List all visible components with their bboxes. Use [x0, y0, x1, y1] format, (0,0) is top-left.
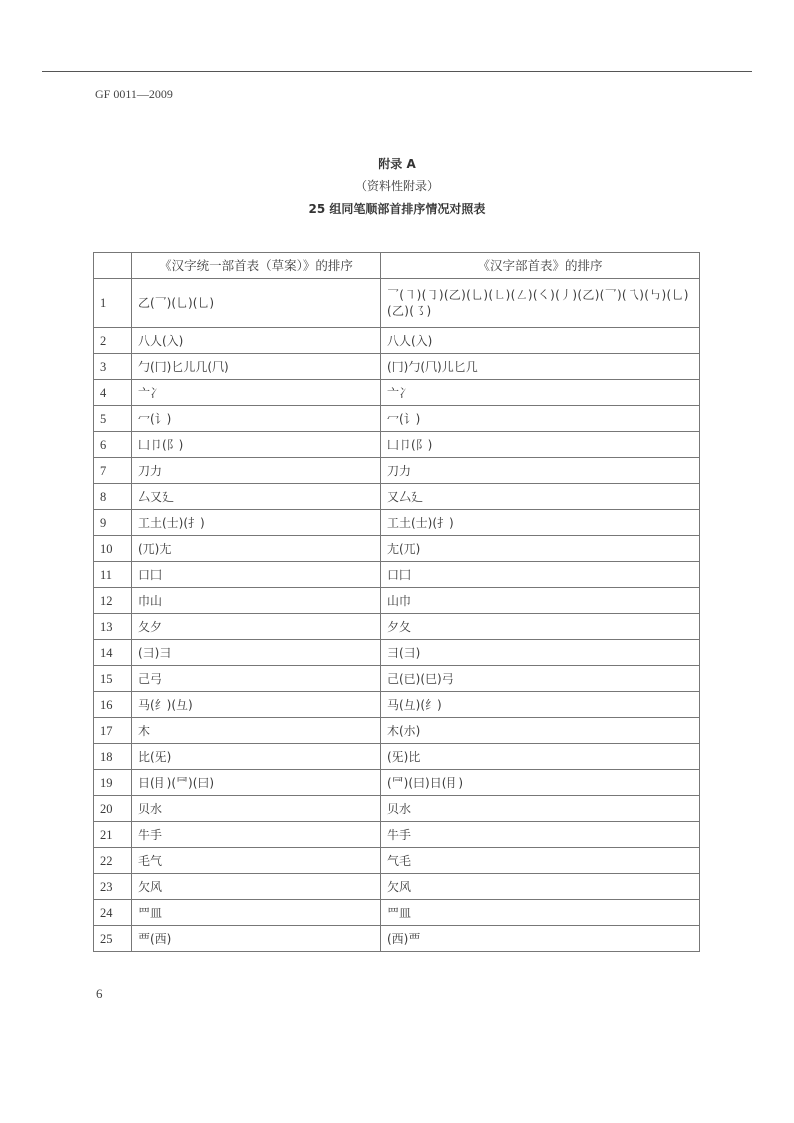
row-number: 19	[94, 770, 132, 796]
draft-order-cell: (彐)彐	[132, 640, 381, 666]
table-row	[94, 666, 700, 692]
draft-order-cell: 刀力	[132, 458, 381, 484]
draft-order-cell: 罒皿	[132, 900, 381, 926]
row-number: 9	[94, 510, 132, 536]
table-row	[94, 484, 700, 510]
table-row	[94, 744, 700, 770]
radical-order-table	[93, 252, 700, 952]
row-number: 22	[94, 848, 132, 874]
row-number: 11	[94, 562, 132, 588]
draft-order-cell: 马(纟)(彑)	[132, 692, 381, 718]
table-row	[94, 848, 700, 874]
draft-order-cell: 欠风	[132, 874, 381, 900]
row-number: 24	[94, 900, 132, 926]
draft-order-cell: 冖(讠)	[132, 406, 381, 432]
final-order-cell: 彐(彐)	[381, 640, 700, 666]
draft-order-cell: 贝水	[132, 796, 381, 822]
final-order-cell: (旡)比	[381, 744, 700, 770]
table-row	[94, 380, 700, 406]
draft-order-cell: 乙(乛)(乚)(乚)	[132, 279, 381, 328]
table-row	[94, 406, 700, 432]
final-order-cell: 罒皿	[381, 900, 700, 926]
row-number: 4	[94, 380, 132, 406]
final-order-cell: (冂)勹(𠘨)儿匕几	[381, 354, 700, 380]
row-number: 13	[94, 614, 132, 640]
draft-order-cell: 毛气	[132, 848, 381, 874]
standard-code: GF 0011—2009	[95, 87, 173, 101]
row-number: 15	[94, 666, 132, 692]
row-number: 21	[94, 822, 132, 848]
row-number: 3	[94, 354, 132, 380]
draft-order-cell: 日(⺝)(⺜)(曰)	[132, 770, 381, 796]
table-row	[94, 822, 700, 848]
appendix-nature: （资料性附录）	[354, 179, 439, 193]
final-order-cell: 欠风	[381, 874, 700, 900]
table-row	[94, 562, 700, 588]
draft-order-cell: 厶又廴	[132, 484, 381, 510]
page-number: 6	[96, 986, 103, 1001]
final-order-cell: 尢(兀)	[381, 536, 700, 562]
table-caption: 25 组同笔顺部首排序情况对照表	[308, 202, 486, 216]
row-number: 16	[94, 692, 132, 718]
draft-order-cell: 木	[132, 718, 381, 744]
final-order-cell: (西)覀	[381, 926, 700, 952]
table-row	[94, 614, 700, 640]
draft-order-cell: 巾山	[132, 588, 381, 614]
final-order-cell: 凵卩(阝)	[381, 432, 700, 458]
row-number: 5	[94, 406, 132, 432]
table-body	[94, 279, 700, 952]
final-order-cell: 亠冫	[381, 380, 700, 406]
col-header-final-order: 《汉字部首表》的排序	[381, 253, 700, 279]
final-order-cell: (⺜)(曰)日(⺝)	[381, 770, 700, 796]
table-row	[94, 588, 700, 614]
final-order-cell: 贝水	[381, 796, 700, 822]
row-number: 2	[94, 328, 132, 354]
table-row	[94, 640, 700, 666]
row-number: 12	[94, 588, 132, 614]
final-order-cell: 木(朩)	[381, 718, 700, 744]
table-row	[94, 926, 700, 952]
row-number: 20	[94, 796, 132, 822]
row-number: 7	[94, 458, 132, 484]
draft-order-cell: 牛手	[132, 822, 381, 848]
final-order-cell: 八人(入)	[381, 328, 700, 354]
draft-order-cell: 口囗	[132, 562, 381, 588]
table-row	[94, 510, 700, 536]
draft-order-cell: 夂夕	[132, 614, 381, 640]
table-row	[94, 796, 700, 822]
row-number: 25	[94, 926, 132, 952]
table-header-row	[94, 253, 700, 279]
col-header-number	[94, 253, 132, 279]
draft-order-cell: 比(旡)	[132, 744, 381, 770]
table-row	[94, 432, 700, 458]
final-order-cell: 己(已)(巳)弓	[381, 666, 700, 692]
table-row	[94, 328, 700, 354]
draft-order-cell: 勹(冂)匕儿几(𠘨)	[132, 354, 381, 380]
row-number: 14	[94, 640, 132, 666]
final-order-cell: 气毛	[381, 848, 700, 874]
draft-order-cell: 八人(入)	[132, 328, 381, 354]
table-row	[94, 458, 700, 484]
table-row	[94, 718, 700, 744]
col-header-draft-order: 《汉字统一部首表（草案）》的排序	[132, 253, 381, 279]
final-order-cell: 山巾	[381, 588, 700, 614]
draft-order-cell: 凵卩(阝)	[132, 432, 381, 458]
final-order-cell: 工土(士)(扌)	[381, 510, 700, 536]
final-order-cell: 夕夂	[381, 614, 700, 640]
final-order-cell: 乛(㇕)(㇆)(乙)(乚)(㇗)(㇜)(㇛)(丿)(乙)(乛)(乁)(㇉)(乚)(乙)(㇌)	[381, 279, 700, 328]
row-number: 8	[94, 484, 132, 510]
final-order-cell: 口囗	[381, 562, 700, 588]
appendix-title: 附录 A	[378, 157, 416, 171]
final-order-cell: 刀力	[381, 458, 700, 484]
final-order-cell: 马(彑)(纟)	[381, 692, 700, 718]
row-number: 23	[94, 874, 132, 900]
table-row	[94, 692, 700, 718]
row-number: 1	[94, 279, 132, 328]
row-number: 6	[94, 432, 132, 458]
draft-order-cell: (兀)尢	[132, 536, 381, 562]
row-number: 10	[94, 536, 132, 562]
table-row	[94, 900, 700, 926]
draft-order-cell: 亠冫	[132, 380, 381, 406]
final-order-cell: 冖(讠)	[381, 406, 700, 432]
final-order-cell: 牛手	[381, 822, 700, 848]
final-order-cell: 又厶廴	[381, 484, 700, 510]
table-row	[94, 770, 700, 796]
table-row	[94, 279, 700, 328]
table-row	[94, 536, 700, 562]
table-row	[94, 354, 700, 380]
draft-order-cell: 覀(西)	[132, 926, 381, 952]
draft-order-cell: 己弓	[132, 666, 381, 692]
header-rule	[42, 71, 752, 72]
row-number: 17	[94, 718, 132, 744]
draft-order-cell: 工土(士)(扌)	[132, 510, 381, 536]
table-row	[94, 874, 700, 900]
row-number: 18	[94, 744, 132, 770]
